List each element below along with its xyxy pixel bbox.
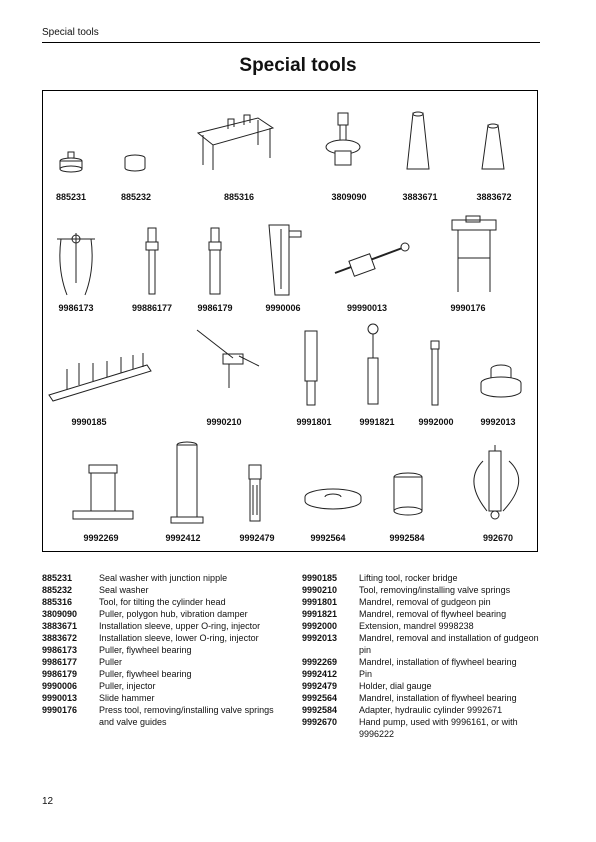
puller-9986179-illustration [206, 226, 224, 298]
part-description: Mandrel, removal of gudgeon pin [359, 597, 491, 607]
tool-label-9992479: 9992479 [239, 533, 275, 543]
page-title: Special tools [239, 55, 357, 76]
part-number: 9991821 [302, 609, 338, 619]
parts-list-row [302, 680, 542, 692]
parts-list-row [302, 608, 542, 620]
parts-list-row [42, 644, 286, 656]
press-tool-illustration [448, 216, 500, 296]
part-number: 9992670 [302, 717, 338, 727]
tool-label-9992564: 9992564 [310, 533, 346, 543]
part-number: 3883671 [42, 621, 78, 631]
part-number: 9986177 [42, 657, 78, 667]
part-description: Installation sleeve, upper O-ring, injector [99, 621, 261, 631]
flywheel-bearing-mandrel-install-illustration [71, 463, 135, 525]
part-description: Mandrel, removal and installation of gudgeon pin [359, 633, 539, 655]
part-description: Puller, flywheel bearing [99, 669, 192, 679]
tool-label-9992000: 9992000 [418, 417, 454, 427]
part-number: 9992013 [302, 633, 338, 643]
parts-list-row [42, 584, 286, 596]
part-number: 9990210 [302, 585, 338, 595]
part-number: 9992269 [302, 657, 338, 667]
part-number: 9992479 [302, 681, 338, 691]
part-description: Extension, mandrel 9998238 [359, 621, 474, 631]
part-description: Adapter, hydraulic cylinder 9992671 [359, 705, 503, 715]
parts-list-row [302, 656, 542, 668]
tool-label-992670: 992670 [482, 533, 514, 543]
parts-list-row [302, 668, 542, 680]
part-number: 9986179 [42, 669, 78, 679]
parts-list-row [42, 596, 286, 608]
part-description: Puller, polygon hub, vibration damper [99, 609, 248, 619]
tool-label-9992584: 9992584 [389, 533, 425, 543]
part-description: Slide hammer [99, 693, 155, 703]
tool-label-9986173: 9986173 [58, 303, 94, 313]
parts-list-row [302, 716, 542, 740]
tool-label-9990176: 9990176 [450, 303, 486, 313]
tool-label-9990210: 9990210 [206, 417, 242, 427]
flywheel-bearing-mandrel-removal-illustration [363, 323, 383, 409]
part-number: 9990185 [302, 573, 338, 583]
valve-spring-tool-illustration [193, 326, 263, 392]
injector-puller-illustration [261, 221, 305, 299]
pin-illustration [169, 441, 205, 527]
part-number: 9992564 [302, 693, 338, 703]
part-description: Mandrel, installation of flywheel bearing [359, 657, 517, 667]
parts-list-row [42, 656, 286, 668]
tool-label-9990185: 9990185 [71, 417, 107, 427]
tool-label-9992013: 9992013 [480, 417, 516, 427]
tool-label-885231: 885231 [55, 192, 87, 202]
part-number: 9990013 [42, 693, 78, 703]
part-description: Installation sleeve, lower O-ring, injector [99, 633, 259, 643]
tool-label-3883672: 3883672 [476, 192, 512, 202]
tool-label-9986179: 9986179 [197, 303, 233, 313]
upper-oring-sleeve-illustration [405, 111, 431, 173]
part-number: 9990006 [42, 681, 78, 691]
flywheel-bearing-washer-illustration [303, 487, 363, 511]
parts-list-row [42, 680, 286, 692]
parts-list-row [42, 692, 286, 704]
dial-gauge-holder-illustration [245, 463, 265, 525]
parts-list-row [42, 608, 286, 620]
part-description: Pin [359, 669, 373, 679]
gudgeon-pin-mandrel-illustration [301, 329, 321, 409]
part-number: 885316 [42, 597, 73, 607]
part-description: Lifting tool, rocker bridge [359, 573, 458, 583]
parts-list-row [302, 596, 542, 608]
tool-label-885232: 885232 [120, 192, 152, 202]
part-description: Seal washer [99, 585, 149, 595]
parts-list-row [42, 704, 286, 728]
tool-label-3809090: 3809090 [331, 192, 367, 202]
part-description: Press tool, removing/installing valve springs and valve guides [99, 705, 274, 727]
part-number: 3883672 [42, 633, 78, 643]
parts-list-row [302, 692, 542, 704]
tool-label-9992412: 9992412 [165, 533, 201, 543]
puller-9986177-illustration [143, 226, 161, 298]
seal-washer-illustration [123, 153, 147, 173]
part-description: Puller [99, 657, 123, 667]
parts-list-row [42, 572, 286, 584]
tool-label-885316: 885316 [223, 192, 255, 202]
rocker-bridge-lifting-tool-illustration [47, 349, 157, 409]
tool-label-9990006: 9990006 [265, 303, 301, 313]
tool-label-9991801: 9991801 [296, 417, 332, 427]
tilting-tool-illustration [188, 113, 278, 175]
gudgeon-pin-mandrel-install-illustration [479, 361, 523, 401]
extension-mandrel-illustration [427, 339, 443, 409]
page-number: 12 [42, 796, 54, 807]
lower-oring-sleeve-illustration [480, 123, 506, 173]
part-number: 9992584 [302, 705, 338, 715]
part-number: 9992000 [302, 621, 338, 631]
slide-hammer-illustration [331, 241, 411, 281]
part-number: 9992412 [302, 669, 338, 679]
part-description: Tool, removing/installing valve springs [359, 585, 511, 595]
tools-figure [42, 90, 538, 552]
header-rule [42, 42, 540, 43]
parts-list-row [302, 620, 542, 632]
parts-list-row [42, 632, 286, 644]
parts-list-left [42, 572, 286, 728]
seal-washer-nipple-illustration [58, 151, 84, 173]
part-description: Puller, injector [99, 681, 156, 691]
part-description: Puller, flywheel bearing [99, 645, 192, 655]
tool-label-99886177: 99886177 [131, 303, 173, 313]
part-number: 3809090 [42, 609, 78, 619]
part-description: Mandrel, removal of flywheel bearing [359, 609, 507, 619]
part-number: 885232 [42, 585, 73, 595]
flywheel-bearing-puller-illustration [53, 231, 99, 301]
tool-label-3883671: 3883671 [402, 192, 438, 202]
running-header: Special tools [42, 27, 99, 38]
part-number: 885231 [42, 573, 73, 583]
part-description: Holder, dial gauge [359, 681, 432, 691]
part-number: 9991801 [302, 597, 338, 607]
parts-list-row [42, 620, 286, 632]
part-number: 9990176 [42, 705, 78, 715]
part-description: Seal washer with junction nipple [99, 573, 228, 583]
parts-list-right [302, 572, 542, 740]
tool-label-9992269: 9992269 [83, 533, 119, 543]
tool-label-99990013: 99990013 [346, 303, 388, 313]
tool-label-9991821: 9991821 [359, 417, 395, 427]
parts-list-row [302, 572, 542, 584]
part-number: 9986173 [42, 645, 78, 655]
part-description: Mandrel, installation of flywheel bearing [359, 693, 517, 703]
parts-list-row [302, 704, 542, 716]
polygon-hub-puller-illustration [323, 111, 363, 171]
hand-pump-illustration [463, 443, 533, 525]
hydraulic-adapter-illustration [391, 471, 425, 519]
parts-list-row [302, 632, 542, 656]
parts-list-row [42, 668, 286, 680]
parts-list-row [302, 584, 542, 596]
part-description: Hand pump, used with 9996161, or with 9996222 [359, 717, 518, 739]
part-description: Tool, for tilting the cylinder head [99, 597, 226, 607]
